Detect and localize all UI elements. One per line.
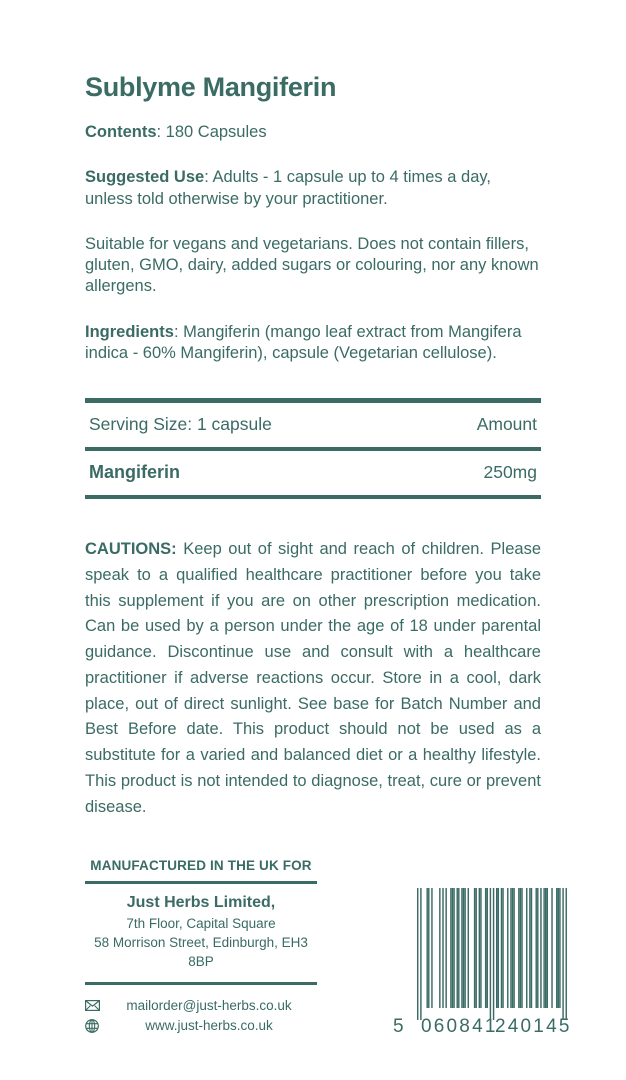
contents-separator: :	[156, 123, 166, 142]
svg-text:5: 5	[393, 1016, 404, 1036]
svg-text:240145: 240145	[495, 1016, 572, 1036]
cautions-paragraph	[85, 537, 541, 820]
cautions-text: Keep out of sight and reach of children. Please speak to a qualified healthcare practitioner before you take this supplement if you are on other prescription medication. Can be used by a person under the age of 18 under parental guidance. Discontinue use and consult with a healthcare practitioner if adverse reactions occur. Store in a cool, dark place, out of direct sunlight. See base for Batch Number and Best Before date. This product should not be used as a substitute for a varied and balanced diet or a healthy lifestyle. This product is not intended to diagnose, treat, cure or prevent disease.	[85, 540, 541, 816]
contents-label: Contents	[85, 123, 157, 142]
email-address[interactable]: mailorder@just-herbs.co.uk	[126, 997, 292, 1013]
manufacturer-address-line-2: 58 Morrison Street, Edinburgh, EH3 8BP	[94, 935, 308, 969]
table-row	[85, 451, 541, 495]
barcode	[391, 886, 581, 1036]
table-bottom-rule	[85, 495, 541, 499]
email-contact-row[interactable]	[85, 996, 317, 1016]
cautions-label: CAUTIONS:	[85, 540, 177, 559]
suggested-use-label: Suggested Use	[85, 168, 205, 187]
globe-icon	[85, 1019, 107, 1033]
suitability-text: Suitable for vegans and vegetarians. Does not contain fillers, gluten, GMO, dairy, added sugars or colouring, nor any known allergens.	[85, 234, 539, 295]
suggested-use-value: Adults - 1 capsule up to 4 times a day, unless told otherwise by your practitioner.	[85, 168, 491, 208]
nutrient-name: Mangiferin	[89, 462, 181, 483]
label-footer	[85, 858, 581, 1036]
serving-size-label: Serving Size: 1 capsule	[89, 414, 272, 435]
contents-value: 180 Capsules	[165, 123, 267, 142]
manufacturer-name: Just Herbs Limited,	[126, 893, 276, 911]
ingredients-label: Ingredients	[85, 323, 174, 341]
website-contact-row[interactable]	[85, 1016, 317, 1036]
amount-column-label: Amount	[476, 414, 537, 435]
manufacturer-block	[85, 858, 317, 1036]
manufacturer-top-divider	[85, 881, 317, 884]
envelope-icon	[85, 1000, 107, 1011]
ingredients-value: Mangiferin (mango leaf extract from Mangifera indica - 60% Mangiferin), capsule (Vegetarian cellulose).	[85, 323, 522, 363]
website-url[interactable]: www.just-herbs.co.uk	[145, 1017, 273, 1033]
ingredients-separator: :	[173, 323, 184, 341]
manufacturer-heading: MANUFACTURED IN THE UK FOR	[90, 857, 312, 873]
manufacturer-address-line-1: 7th Floor, Capital Square	[126, 915, 276, 931]
barcode-svg	[391, 886, 581, 1036]
suggested-use-separator: :	[204, 168, 213, 187]
contents-line	[85, 122, 541, 143]
manufacturer-bottom-divider	[85, 982, 317, 985]
table-header-row	[85, 403, 541, 447]
svg-text:060841: 060841	[421, 1016, 498, 1036]
suggested-use-line	[85, 167, 541, 209]
nutrient-amount: 250mg	[483, 462, 537, 483]
page-title: Sublyme Mangiferin	[85, 72, 337, 102]
supplement-facts-table	[85, 398, 541, 499]
ingredients-line	[85, 322, 541, 364]
